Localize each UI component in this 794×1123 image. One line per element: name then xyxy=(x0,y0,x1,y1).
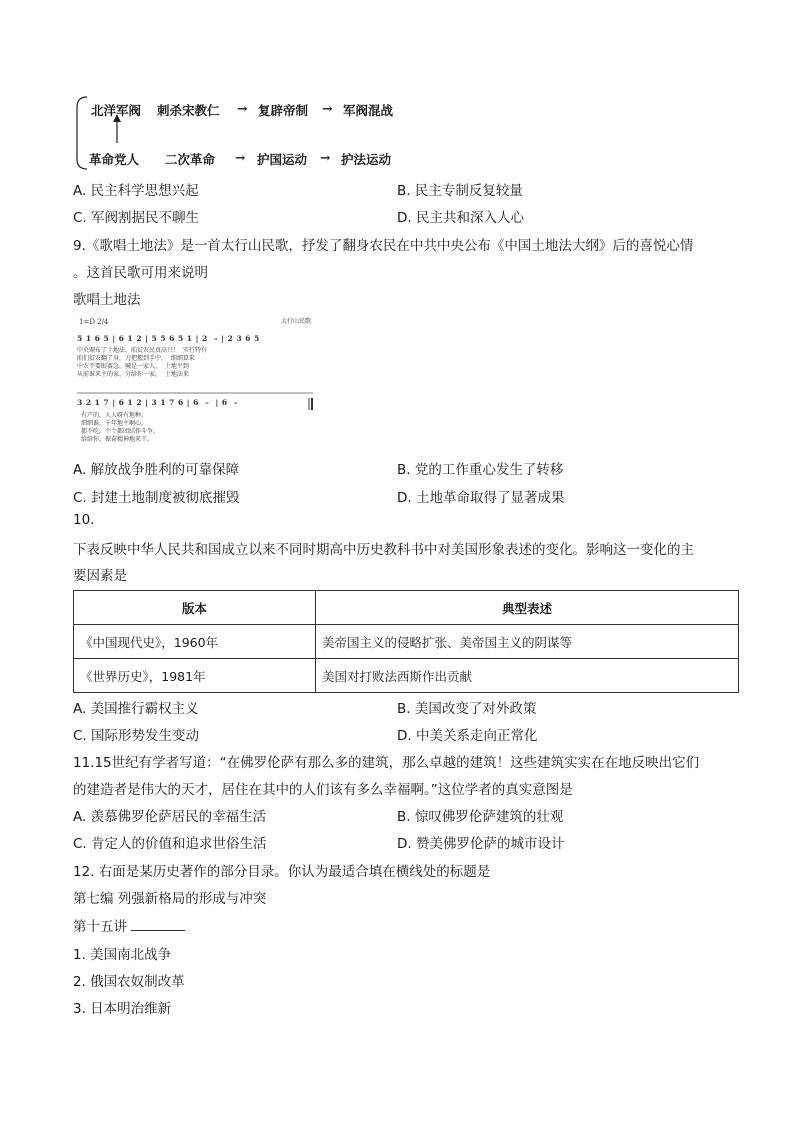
diagram-bracket xyxy=(77,97,87,169)
q9-option-b: B. 党的工作重心发生了转移 xyxy=(397,462,564,478)
score-row2-lyric-2: 细细谁，千年地主啊心， xyxy=(81,420,148,427)
q10-number: 10. xyxy=(73,512,95,528)
q8-option-c: C. 军阀割据民不聊生 xyxy=(73,210,200,226)
q12-lecture-line xyxy=(73,915,185,935)
diagram-arrow-icon: → xyxy=(237,101,248,116)
q8-option-b: B. 民主专制反复较量 xyxy=(397,183,523,199)
score-key: 1=D 2/4 xyxy=(79,318,109,326)
table-header-expression: 典型表述 xyxy=(316,591,739,625)
q12-blank xyxy=(131,918,185,931)
q10-stem-line1: 下表反映中华人民共和国成立以来不同时期高中历史教科书中对美国形象表述的变化。影响这一变化的主 xyxy=(73,542,694,558)
q11-stem-line1: 11.15世纪有学者写道：“在佛罗伦萨有那么多的建筑，那么卓越的建筑！这些建筑实实在在地反映出它们 xyxy=(73,755,700,771)
q10-table xyxy=(73,590,739,693)
q9-stem-line1: 9.《歌唱土地法》是一首太行山民歌，抒发了翻身农民在中共中央公布《中国土地法大纲》后的喜悦心情 xyxy=(73,238,694,254)
diagram-bottom-3: 护法运动 xyxy=(341,152,392,167)
score-row1-lyric-3: 中农不要眼赛急，喊是一家人， 土地平到 xyxy=(77,363,189,370)
q9-option-c: C. 封建土地制度被彻底摧毁 xyxy=(73,490,240,506)
score-row1-lyric-4: 从前谁来主的家，分给你一家， 土地法来 xyxy=(77,371,189,378)
q11-option-a: A. 羡慕佛罗伦萨居民的幸福生活 xyxy=(73,809,267,825)
q9-option-a: A. 解放战争胜利的可靠保障 xyxy=(73,462,240,478)
q8-option-a: A. 民主科学思想兴起 xyxy=(73,183,199,199)
q12-stem: 12. 右面是某历史著作的部分目录。你认为最适合填在横线处的标题是 xyxy=(73,864,491,880)
table-cell: 《世界历史》，1981年 xyxy=(74,659,316,693)
diagram-top-2: 复辟帝制 xyxy=(258,103,309,118)
q9-song-title: 歌唱土地法 xyxy=(73,292,141,308)
q11-option-b: B. 惊叹佛罗伦萨建筑的壮观 xyxy=(397,809,564,825)
q10-option-c: C. 国际形势发生变动 xyxy=(73,728,200,744)
q10-option-b: B. 美国改变了对外政策 xyxy=(397,701,537,717)
score-row2-numbers: 3 2 1 7 | 6 1 2 | 3 1 7 6 | 6 – | 6 – xyxy=(77,398,239,407)
q11-option-c: C. 肯定人的价值和追求世俗生活 xyxy=(73,836,267,852)
table-cell: 美国对打败法西斯作出贡献 xyxy=(316,659,739,693)
q8-option-d: D. 民主共和深入人心 xyxy=(397,210,524,226)
music-score-image xyxy=(73,314,321,450)
q11-stem-line2: 的建造者是伟大的天才，居住在其中的人们该有多么幸福啊。”这位学者的真实意图是 xyxy=(73,782,573,798)
q11-option-d: D. 赞美佛罗伦萨的城市设计 xyxy=(397,836,565,852)
score-row2-lyric-4: 给给你，振奋精神地来干。 xyxy=(81,436,154,443)
diagram-bottom-1: 二次革命 xyxy=(165,152,216,167)
table-row xyxy=(74,625,739,659)
table-cell: 美帝国主义的侵略扩张、美帝国主义的阴谋等 xyxy=(316,625,739,659)
table-cell: 《中国现代史》，1960年 xyxy=(74,625,316,659)
q10-option-a: A. 美国推行霸权主义 xyxy=(73,701,199,717)
q12-item-1: 1. 美国南北战争 xyxy=(73,947,172,963)
score-source: 太行山民歌 xyxy=(281,318,312,325)
diagram-top-3: 军阀混战 xyxy=(343,103,394,118)
q8-history-diagram xyxy=(73,93,413,173)
table-row xyxy=(74,659,739,693)
q12-part-title: 第七编 列强新格局的形成与冲突 xyxy=(73,891,267,907)
score-row2-lyric-1: 有产的，人人呀有地种。 xyxy=(81,412,148,419)
diagram-arrow-icon: → xyxy=(235,150,246,165)
table-header-row xyxy=(74,591,739,625)
score-row2-lyric-3: 都不吃，个个都团结作斗争， xyxy=(81,428,160,435)
diagram-top-left: 北洋军阀 xyxy=(91,103,142,118)
diagram-top-1: 刺杀宋教仁 xyxy=(157,103,220,118)
diagram-bottom-left: 革命党人 xyxy=(89,152,140,167)
score-row1-lyric-2: 咱们贫农翻了身，刀把握到手中， 细细算来 xyxy=(77,355,195,362)
score-row1-lyric-1: 中央颁布了土地法，咱贫农民真高兴！ 实行特有 xyxy=(77,347,207,354)
diagram-arrow-icon: → xyxy=(322,101,333,116)
q12-item-3: 3. 日本明治维新 xyxy=(73,1001,172,1017)
q12-lecture-label: 第十五讲 xyxy=(73,919,127,935)
q10-stem-line2: 要因素是 xyxy=(73,568,127,584)
table-header-version: 版本 xyxy=(74,591,316,625)
q9-option-d: D. 土地革命取得了显著成果 xyxy=(397,490,565,506)
q12-item-2: 2. 俄国农奴制改革 xyxy=(73,974,185,990)
q9-stem-line2: 。这首民歌可用来说明 xyxy=(73,265,208,281)
score-row1-numbers: 5 1 6 5 | 6 1 2 | 5 5 6 5 1 | 2 – | 2 3 6 5 xyxy=(77,334,260,343)
diagram-bottom-2: 护国运动 xyxy=(257,152,308,167)
q10-option-d: D. 中美关系走向正常化 xyxy=(397,728,538,744)
diagram-arrow-icon: → xyxy=(320,150,331,165)
